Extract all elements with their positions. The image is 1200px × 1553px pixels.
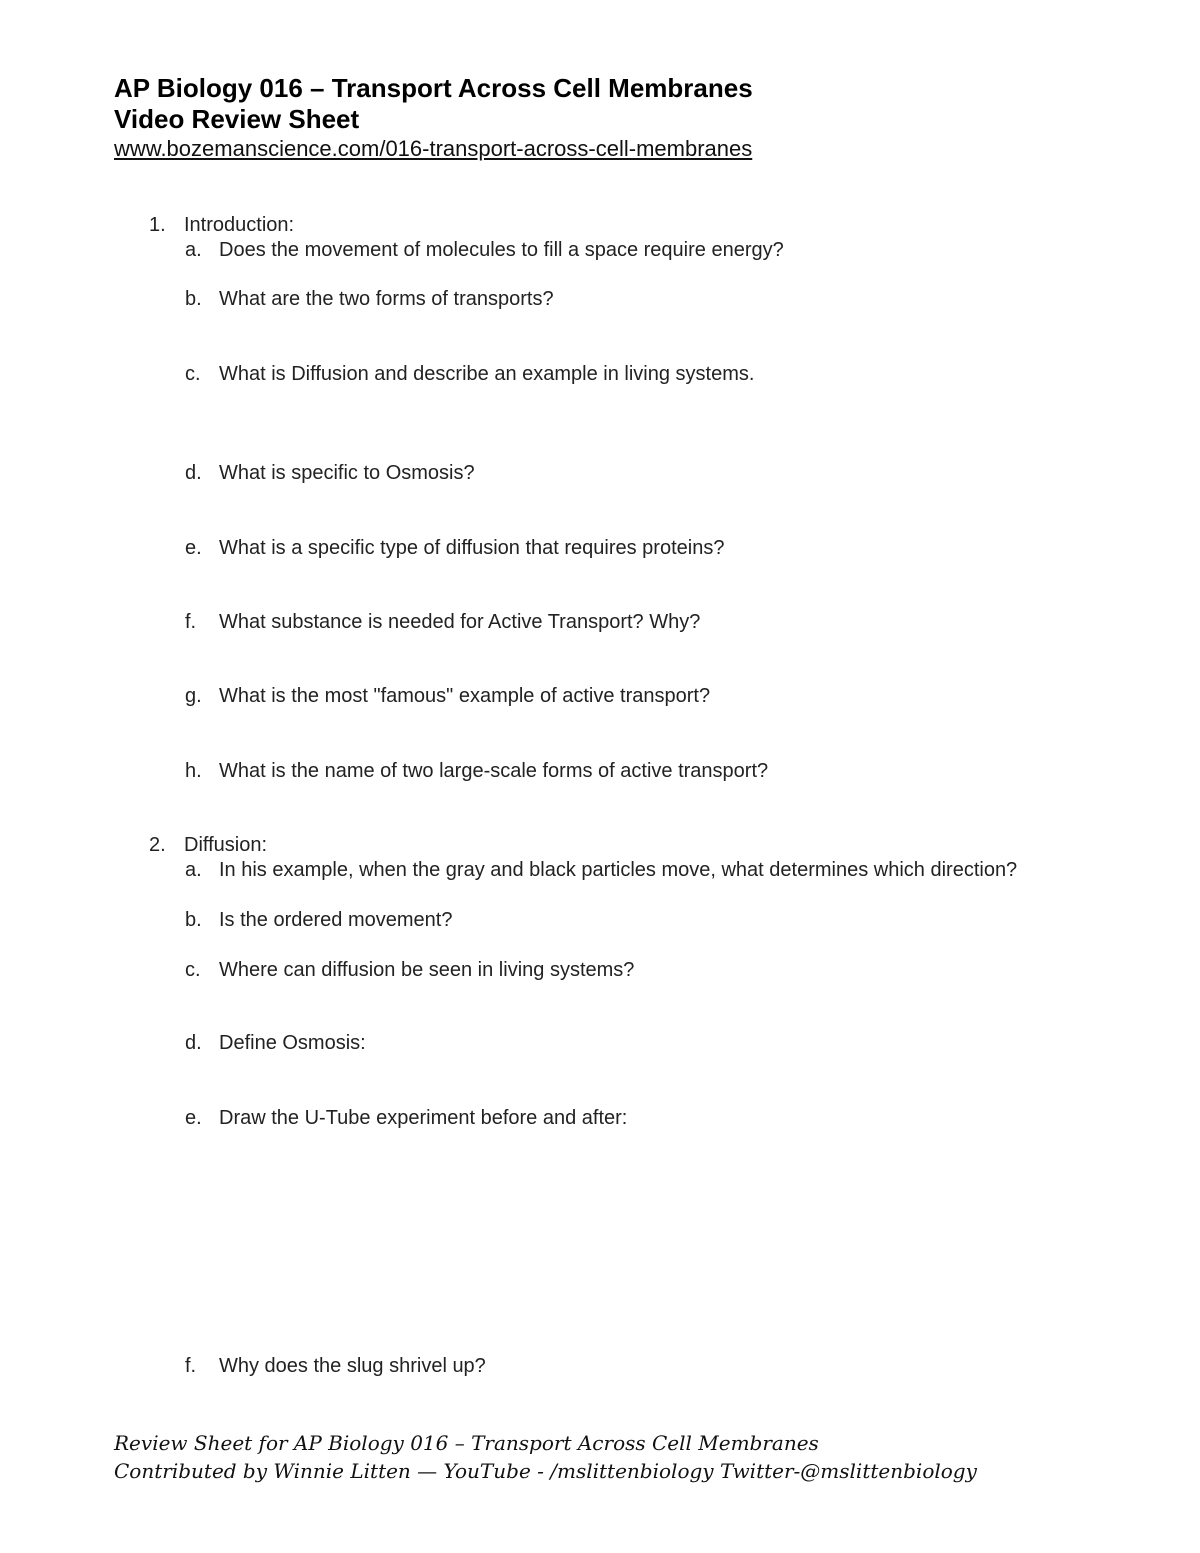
question-letter: d.	[185, 462, 202, 484]
document-title: AP Biology 016 – Transport Across Cell Membranes	[114, 73, 753, 103]
section-title: Diffusion:	[184, 834, 268, 856]
question-letter: c.	[185, 959, 201, 981]
question-text: What is the most "famous" example of active transport?	[219, 685, 711, 707]
question-text: What is the name of two large-scale forms of active transport?	[219, 760, 769, 782]
question-letter: h.	[185, 760, 202, 782]
question-letter: b.	[185, 288, 202, 310]
question-text: What is specific to Osmosis?	[219, 462, 475, 484]
question-text: In his example, when the gray and black particles move, what determines which direction?	[219, 859, 1018, 881]
question-text: What are the two forms of transports?	[219, 288, 554, 310]
question-letter: b.	[185, 909, 202, 931]
question-text: What is Diffusion and describe an example in living systems.	[219, 363, 755, 385]
question-letter: d.	[185, 1032, 202, 1054]
source-link[interactable]: www.bozemanscience.com/016-transport-across-cell-membranes	[114, 136, 753, 161]
question-text: Where can diffusion be seen in living systems?	[219, 959, 635, 981]
document-subtitle: Video Review Sheet	[114, 104, 360, 134]
question-letter: a.	[185, 859, 202, 881]
question-letter: f.	[185, 611, 197, 633]
footer-line-1: Review Sheet for AP Biology 016 – Transport Across Cell Membranes	[114, 1431, 819, 1455]
section-number: 2.	[149, 834, 166, 856]
question-text: What is a specific type of diffusion that requires proteins?	[219, 537, 725, 559]
question-text: Draw the U-Tube experiment before and after:	[219, 1107, 628, 1129]
question-text: Why does the slug shrivel up?	[219, 1355, 486, 1377]
question-letter: f.	[185, 1355, 197, 1377]
footer-line-2: Contributed by Winnie Litten — YouTube - /mslittenbiology Twitter-@mslittenbiology	[114, 1459, 977, 1483]
question-text: What substance is needed for Active Transport? Why?	[219, 611, 701, 633]
question-letter: e.	[185, 1107, 202, 1129]
question-letter: e.	[185, 537, 202, 559]
question-text: Is the ordered movement?	[219, 909, 453, 931]
section-title: Introduction:	[184, 214, 295, 236]
question-text: Define Osmosis:	[219, 1032, 366, 1054]
question-text: Does the movement of molecules to fill a space require energy?	[219, 239, 784, 261]
question-letter: g.	[185, 685, 202, 707]
section-number: 1.	[149, 214, 166, 236]
question-letter: c.	[185, 363, 201, 385]
question-letter: a.	[185, 239, 202, 261]
